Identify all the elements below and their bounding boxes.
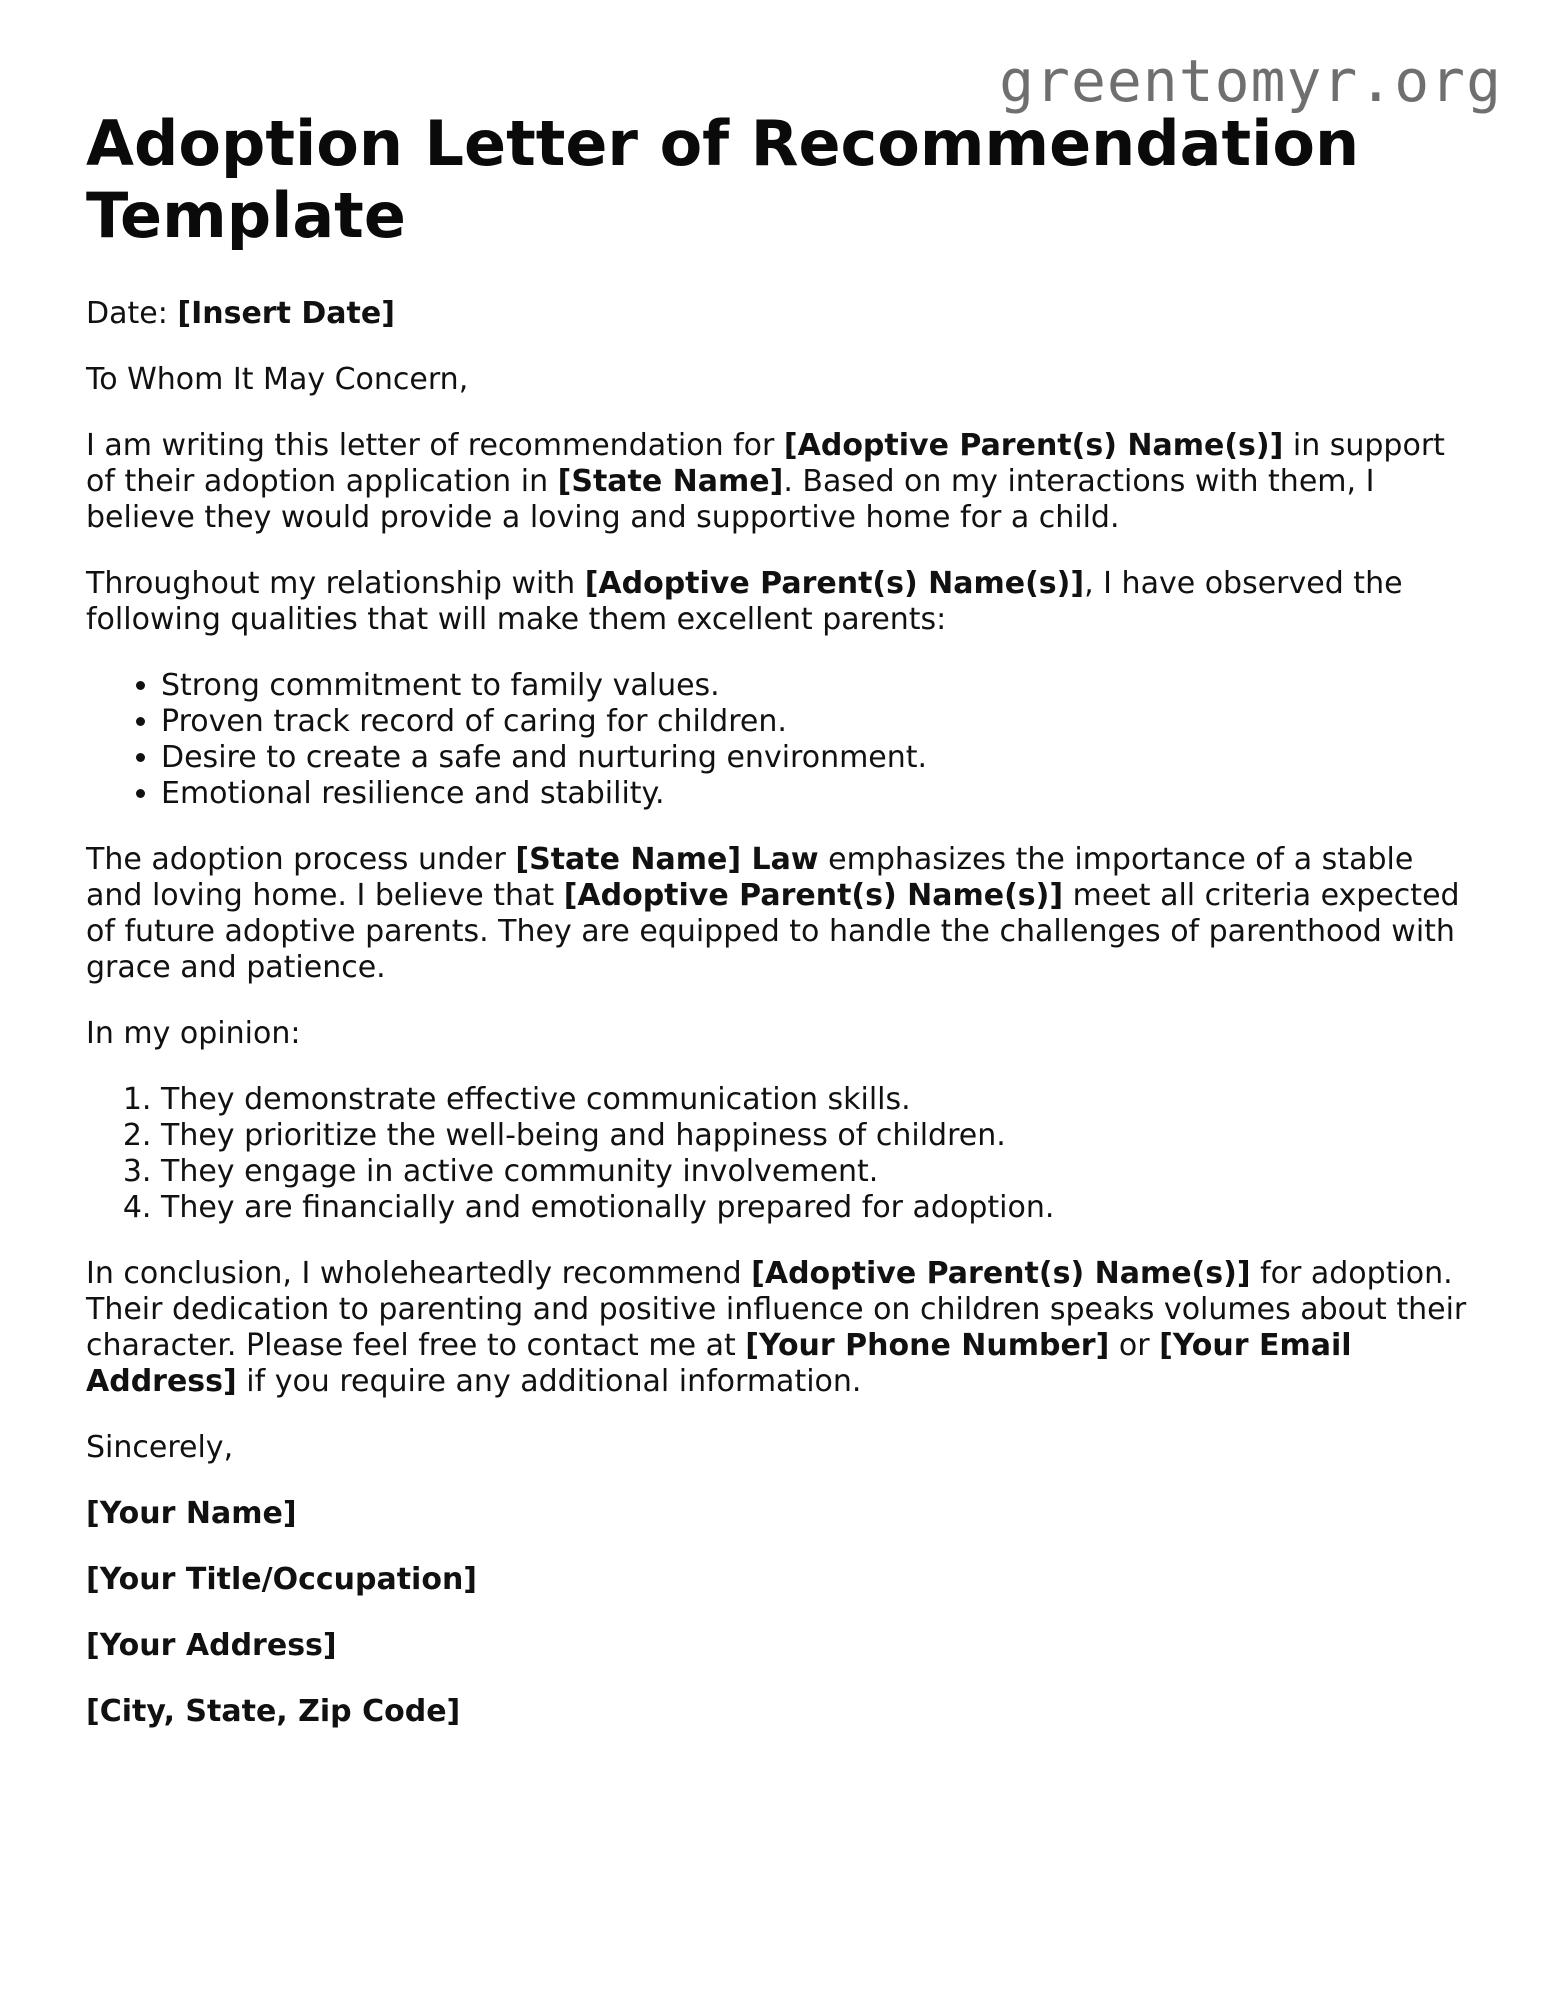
text-run: for adoption. Their dedication to parenting and positive influence on children speaks volumes about their character. Please feel free to contact me at <box>86 1256 1467 1363</box>
intro-paragraph <box>86 428 1476 536</box>
list-item: • Strong commitment to family values. <box>161 668 1476 704</box>
text-run: or <box>1109 1328 1160 1363</box>
signature-block <box>86 1496 1476 1730</box>
name-placeholder: [Your Name] <box>86 1496 297 1531</box>
date-label: Date: <box>86 296 178 331</box>
list-item: • Desire to create a safe and nurturing environment. <box>161 740 1476 776</box>
state-law-placeholder: [State Name] Law <box>515 842 819 877</box>
signature-city <box>86 1694 1476 1730</box>
process-paragraph <box>86 842 1476 986</box>
parent-name-placeholder: [Adoptive Parent(s) Name(s)] <box>563 878 1064 913</box>
signature-address <box>86 1628 1476 1664</box>
text-run: if you require any additional information. <box>236 1364 862 1399</box>
city-placeholder: [City, State, Zip Code] <box>86 1694 461 1729</box>
site-watermark: greentomyr.org <box>999 47 1502 115</box>
parent-name-placeholder: [Adoptive Parent(s) Name(s)] <box>751 1256 1251 1291</box>
list-item: • Emotional resilience and stability. <box>161 776 1476 812</box>
qualities-list <box>86 668 1476 812</box>
opinion-intro: In my opinion: <box>86 1016 301 1051</box>
text-run: In conclusion, I wholeheartedly recommend <box>86 1256 752 1291</box>
qualities-intro-paragraph <box>86 566 1476 638</box>
conclusion-paragraph <box>86 1256 1476 1400</box>
parent-name-placeholder: [Adoptive Parent(s) Name(s)] <box>584 566 1085 601</box>
date-placeholder: [Insert Date] <box>177 296 395 331</box>
closing: Sincerely, <box>86 1430 234 1465</box>
list-item: 4. They are financially and emotionally prepared for adoption. <box>161 1190 1476 1226</box>
state-name-placeholder: [State Name] <box>557 464 784 499</box>
list-item: • Proven track record of caring for children. <box>161 704 1476 740</box>
letter-document <box>86 108 1476 1760</box>
date-line <box>86 296 1476 332</box>
salutation: To Whom It May Concern, <box>86 362 469 397</box>
title-placeholder: [Your Title/Occupation] <box>86 1562 478 1597</box>
opinions-list <box>86 1082 1476 1226</box>
parent-name-placeholder: [Adoptive Parent(s) Name(s)] <box>783 428 1284 463</box>
text-run: in support of their adoption application in <box>86 428 1445 499</box>
text-run: . Based on my interactions with them, I believe they would provide a loving and supportive home for a child. <box>86 464 1375 535</box>
list-item: 2. They prioritize the well-being and happiness of children. <box>161 1118 1476 1154</box>
text-run: The adoption process under <box>86 842 516 877</box>
signature-title <box>86 1562 1476 1598</box>
list-item: 1. They demonstrate effective communication skills. <box>161 1082 1476 1118</box>
text-run: I am writing this letter of recommendation for <box>86 428 784 463</box>
text-run: meet all criteria expected of future adoptive parents. They are equipped to handle the challenges of parenthood with grace and patience. <box>86 878 1460 985</box>
page-title: Adoption Letter of Recommendation Template <box>86 107 1360 252</box>
phone-placeholder: [Your Phone Number] <box>745 1328 1110 1363</box>
text-run: Throughout my relationship with <box>86 566 585 601</box>
text-run: , I have observed the following qualities that will make them excellent parents: <box>86 566 1403 637</box>
signature-name <box>86 1496 1476 1532</box>
text-run: emphasizes the importance of a stable and loving home. I believe that <box>86 842 1414 913</box>
address-placeholder: [Your Address] <box>86 1628 337 1663</box>
list-item: 3. They engage in active community involvement. <box>161 1154 1476 1190</box>
email-placeholder: [Your Email Address] <box>86 1328 1352 1399</box>
